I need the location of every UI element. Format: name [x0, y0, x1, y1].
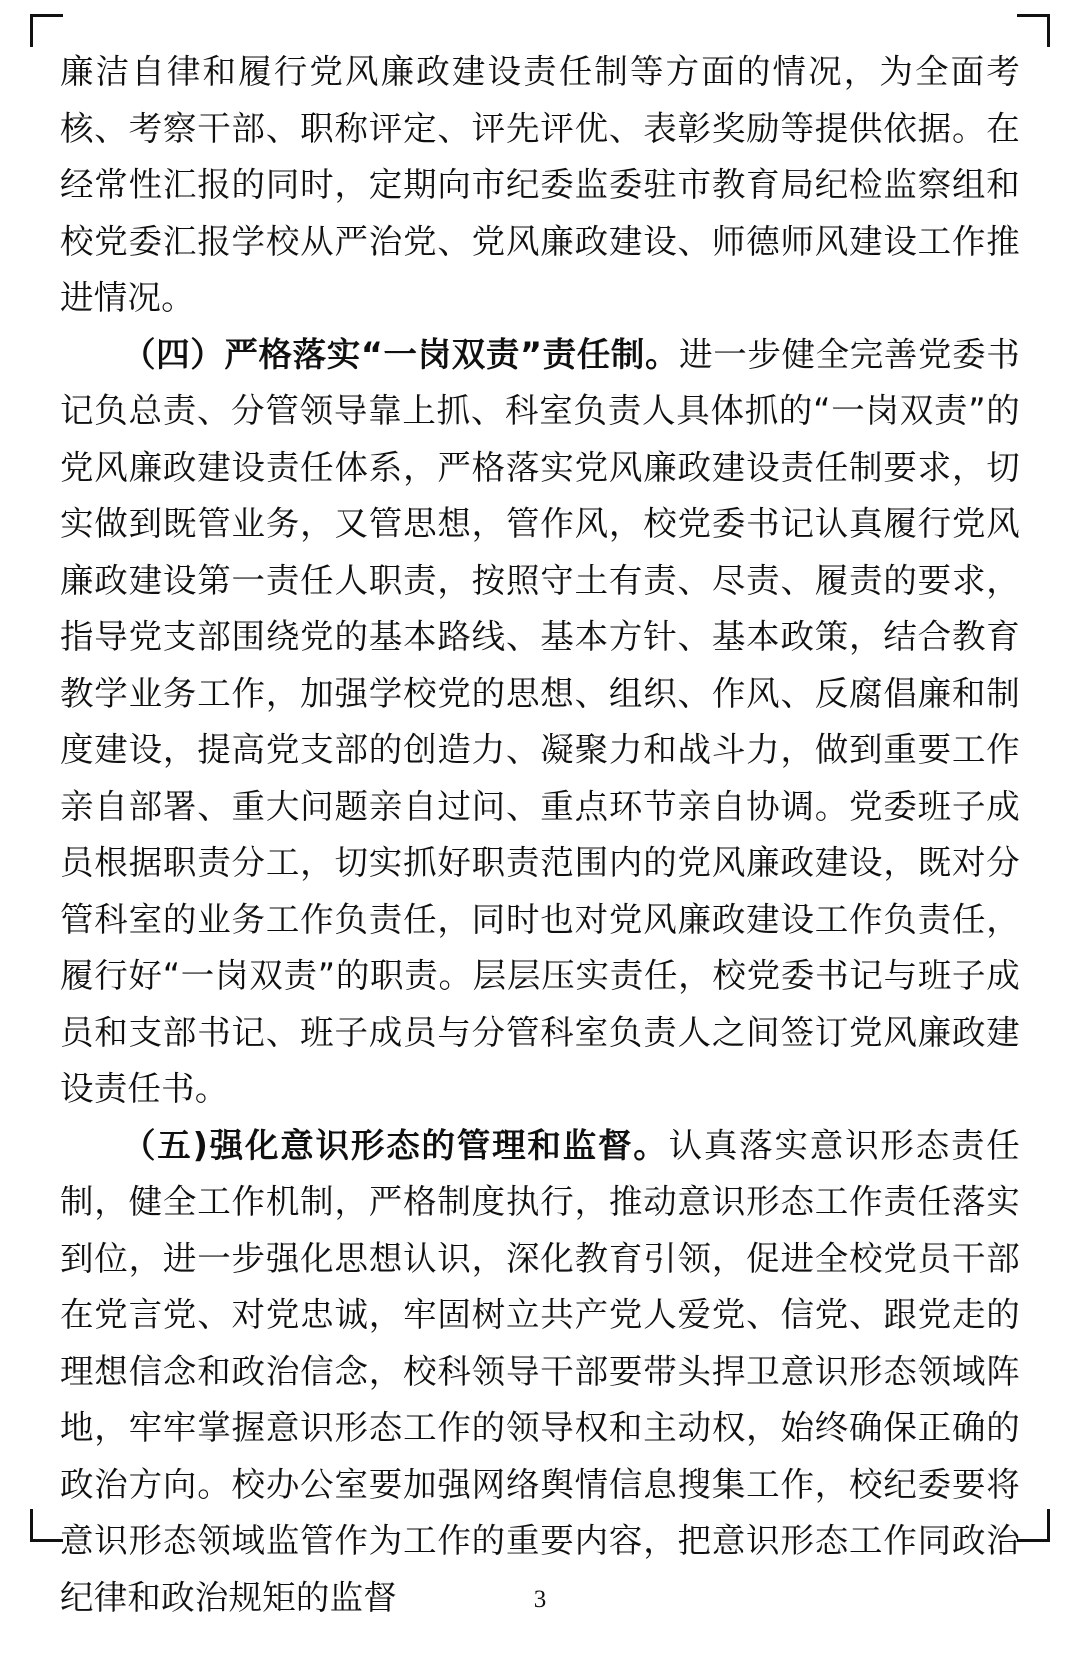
paragraph-3	[60, 1118, 1020, 1627]
paragraph-2	[60, 327, 1020, 1118]
crop-mark-bottom-right	[1017, 1509, 1050, 1542]
page-number: 3	[533, 1586, 547, 1613]
document-body	[60, 44, 1020, 1626]
paragraph-3-heading: （五)强化意识形态的管理和监督。	[122, 1125, 669, 1165]
crop-mark-top-right	[1017, 14, 1050, 47]
paragraph-1	[60, 44, 1020, 327]
paragraph-3-text: 认真落实意识形态责任制，健全工作机制，严格制度执行，推动意识形态工作责任落实到位，进一步强化思想认识，深化教育引领，促进全校党员干部在党言党、对党忠诚，牢固树立共产党人爱党、信党、跟党走的理想信念和政治信念，校科领导干部要带头捍卫意识形态领域阵地，牢牢掌握意识形态工作的领导权和主动权，始终确保正确的政治方向。校办公室要加强网络舆情信息搜集工作，校纪委要将意识形态领域监管作为工作的重要内容，把意识形态工作同政治纪律和政治规矩的监督	[60, 1125, 1021, 1617]
paragraph-2-text: 进一步健全完善党委书记负总责、分管领导靠上抓、科室负责人具体抓的“一岗双责”的党风廉政建设责任体系，严格落实党风廉政建设责任制要求，切实做到既管业务，又管思想，管作风，校党委书记认真履行党风廉政建设第一责任人职责，按照守土有责、尽责、履责的要求，指导党支部围绕党的基本路线、基本方针、基本政策，结合教育教学业务工作，加强学校党的思想、组织、作风、反腐倡廉和制度建设，提高党支部的创造力、凝聚力和战斗力，做到重要工作亲自部署、重大问题亲自过问、重点环节亲自协调。党委班子成员根据职责分工，切实抓好职责范围内的党风廉政建设，既对分管科室的业务工作负责任，同时也对党风廉政建设工作负责任，履行好“一岗双责”的职责。层层压实责任，校党委书记与班子成员和支部书记、班子成员与分管科室负责人之间签订党风廉政建设责任书。	[60, 334, 1021, 1108]
paragraph-1-text: 廉洁自律和履行党风廉政建设责任制等方面的情况，为全面考核、考察干部、职称评定、评先评优、表彰奖励等提供依据。在经常性汇报的同时，定期向市纪委监委驻市教育局纪检监察组和校党委汇报学校从严治党、党风廉政建设、师德师风建设工作推进情况。	[60, 52, 1020, 317]
crop-mark-top-left	[30, 14, 63, 47]
paragraph-2-heading: （四）严格落实“一岗双责”责任制。	[122, 334, 680, 374]
crop-mark-bottom-left	[30, 1509, 63, 1542]
